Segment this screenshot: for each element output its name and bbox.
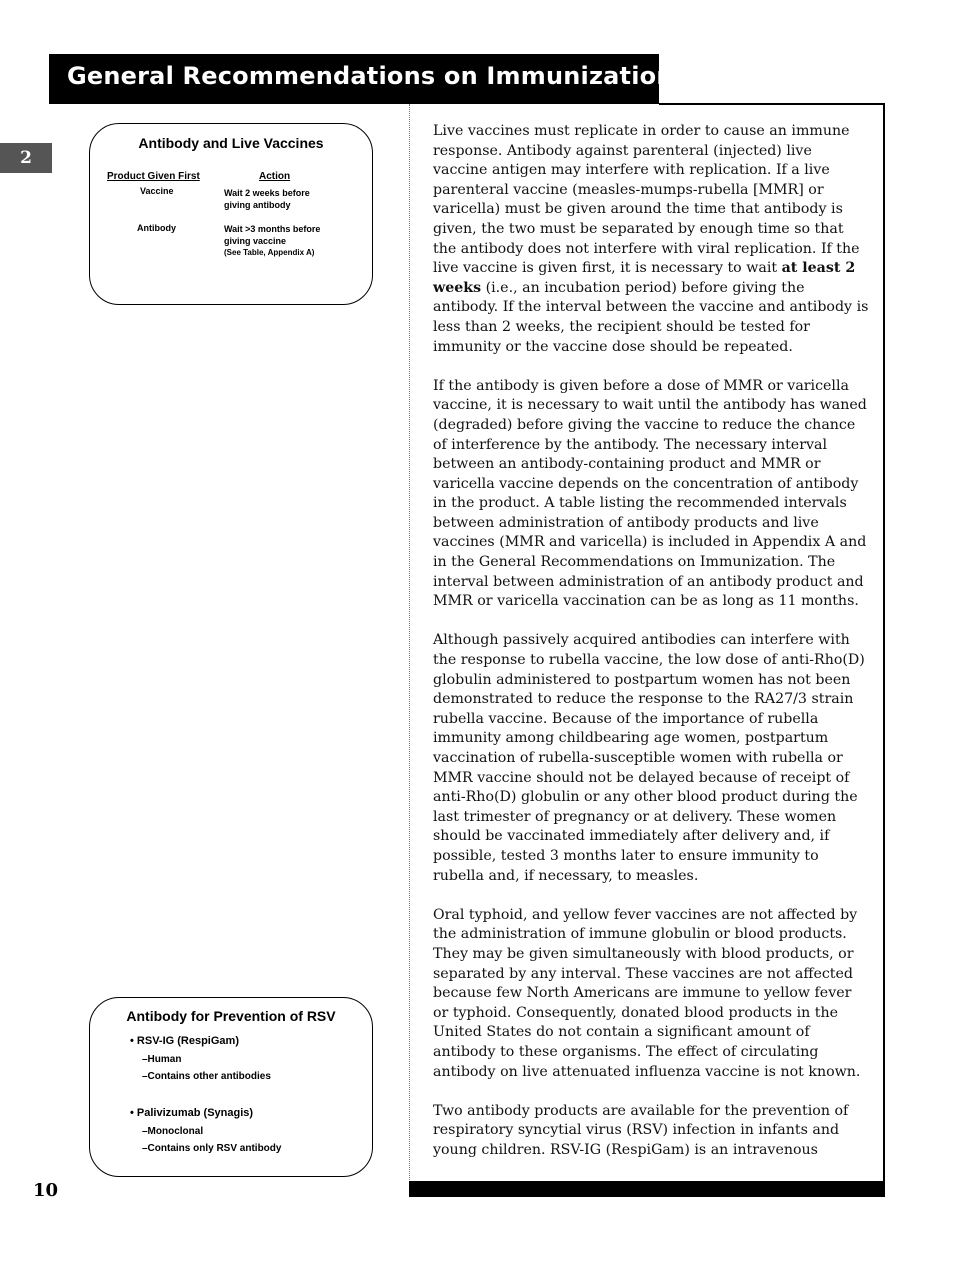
row-product: Antibody [137,223,176,233]
row-action-line: Wait >3 months before [224,224,321,234]
antibody-live-vaccines-box [89,123,373,305]
page-title: General Recommendations on Immunization [67,62,674,90]
body-text-column [433,122,869,1160]
bullet-item: • RSV-IG (RespiGam) [130,1035,239,1047]
sub-item: –Contains other antibodies [142,1071,271,1082]
body-paragraph: Live vaccines must replicate in order to cause an immune response. Antibody against parenteral (injected) live vaccine antigen may interfere with replication. If a live parenteral vaccine (measles-mumps-rubella [MMR] or varicella) must be given around the time that antibody is given, the two must be separated by enough time so that the antibody does not interfere with viral replication. If the live vaccine is given first, it is necessary to wait at least 2 weeks (i.e., an incubation period) before giving the antibody. If the interval between the vaccine and antibody is less than 2 weeks, the recipient should be tested for immunity or the vaccine dose should be repeated. [433,123,869,355]
sub-item: –Monoclonal [142,1126,204,1137]
emphasis-text: at least 2 weeks [433,260,856,296]
bullet-item: • Palivizumab (Synagis) [130,1107,254,1119]
row-product: Vaccine [140,186,174,196]
row-action-line: giving antibody [224,200,291,210]
column-footer-bar [409,1181,885,1197]
column-header-product: Product Given First [107,171,200,182]
column-divider [409,104,410,1182]
box-title: Antibody for Prevention of RSV [126,1008,336,1024]
chapter-tab: 2 [0,143,52,173]
body-paragraph: Although passively acquired antibodies can interfere with the response to rubella vaccine, the low dose of anti-Rho(D) globulin administered to postpartum women has not been demonstrated to reduce the response to the RA27/3 strain rubella vaccine. Because of the importance of rubella immunity among childbearing age women, postpartum vaccination of rubella-susceptible women with rubella or MMR vaccine should not be delayed because of receipt of anti-Rho(D) globulin or any other blood product during the last trimester of pregnancy or at delivery. These women should be vaccinated immediately after delivery and, if possible, tested 3 months later to ensure immunity to rubella and, if necessary, to measles. [433,632,865,884]
box-title: Antibody and Live Vaccines [138,135,324,151]
sub-item: –Human [142,1054,182,1065]
sub-item: –Contains only RSV antibody [142,1143,282,1154]
column-frame-right [883,103,885,1183]
column-header-action: Action [259,171,291,182]
body-paragraph: If the antibody is given before a dose of MMR or varicella vaccine, it is necessary to wait until the antibody has waned (degraded) before giving the vaccine to reduce the chance of interference by the antibody. The necessary interval between an antibody-containing product and MMR or varicella vaccine depends on the concentration of antibody in the product. A table listing the recommended intervals between administration of antibody products and live vaccines (MMR and varicella) is included in Appendix A and in the General Recommendations on Immunization. The interval between administration of an antibody product and MMR or varicella vaccination can be as long as 11 months. [433,377,867,610]
page-number: 10 [33,1180,59,1201]
body-paragraph: Two antibody products are available for the prevention of respiratory syncytial virus (RSV) infection in infants and young children. RSV-IG (RespiGam) is an intravenous [433,1102,849,1158]
page-header-bar [49,54,674,104]
column-frame-top [659,103,885,105]
antibody-rsv-box [89,997,373,1177]
row-action-line: giving vaccine [224,236,287,246]
body-paragraph: Oral typhoid, and yellow fever vaccines are not affected by the administration of immune globulin or blood products. They may be given simultaneously with blood products, or separated by any interval. These vaccines are not affected because few North Americans are immune to yellow fever or typhoid. Consequently, donated blood products in the United States do not contain a significant amount of antibody to these organisms. The effect of circulating antibody on live attenuated influenza vaccine is not known. [433,906,861,1080]
row-action-line: Wait 2 weeks before [224,188,310,198]
row-action-note: (See Table, Appendix A) [224,248,315,257]
